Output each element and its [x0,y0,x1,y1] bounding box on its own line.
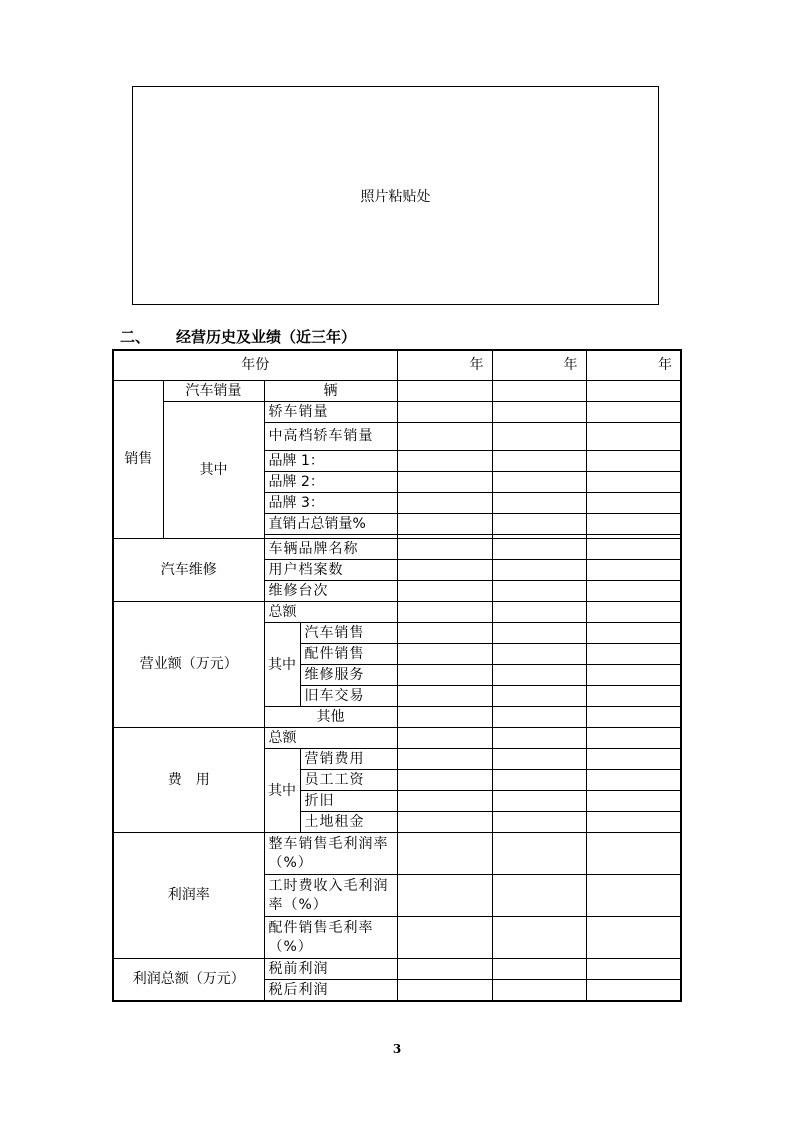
section-heading [120,326,356,347]
data-cell[interactable] [397,959,492,980]
sales-item-label: 品牌 2： [264,472,397,493]
data-cell[interactable] [492,728,586,749]
data-cell[interactable] [397,833,492,875]
table-row [113,381,681,402]
data-cell[interactable] [397,980,492,1002]
sales-group-label: 销售 [113,381,163,539]
expense-group-label: 费 用 [113,728,264,833]
revenue-total-label: 总额 [264,602,397,623]
data-cell[interactable] [492,959,586,980]
data-cell[interactable] [397,875,492,917]
data-cell[interactable] [492,560,586,581]
data-cell[interactable] [586,423,681,451]
data-cell[interactable] [397,451,492,472]
margin-item-label: 整车销售毛利润率（%） [264,833,397,875]
profit-group-label: 利润总额（万元） [113,959,264,1002]
data-cell[interactable] [397,472,492,493]
data-cell[interactable] [586,833,681,875]
data-cell[interactable] [492,770,586,791]
data-cell[interactable] [586,560,681,581]
section-title: 经营历史及业绩（近三年） [176,328,357,346]
data-cell[interactable] [586,980,681,1002]
data-cell[interactable] [492,749,586,770]
data-cell[interactable] [492,686,586,707]
table-row [113,402,681,423]
data-cell[interactable] [397,812,492,833]
repair-group-label: 汽车维修 [113,539,264,602]
data-cell[interactable] [397,665,492,686]
data-cell[interactable] [586,812,681,833]
year-label-cell: 年份 [113,350,397,381]
sales-item-label: 中高档轿车销量 [264,423,397,451]
table-row [113,539,681,560]
year-cell-3[interactable]: 年 [586,350,681,381]
sales-item-label: 品牌 3： [264,493,397,514]
data-cell[interactable] [586,875,681,917]
data-cell[interactable] [586,581,681,602]
page-number: 3 [392,1042,402,1056]
revenue-item-label: 旧车交易 [300,686,397,707]
data-cell[interactable] [586,707,681,728]
table-row [113,602,681,623]
data-cell[interactable] [586,539,681,560]
data-cell[interactable] [586,749,681,770]
sales-among-label: 其中 [163,402,264,539]
expense-item-label: 员工工资 [300,770,397,791]
business-history-table [112,349,682,1002]
data-cell[interactable] [586,381,681,402]
data-cell[interactable] [586,770,681,791]
data-cell[interactable] [492,493,586,514]
data-cell[interactable] [586,451,681,472]
margin-group-label: 利润率 [113,833,264,959]
table-row [113,833,681,875]
data-cell[interactable] [586,493,681,514]
car-sales-label: 汽车销量 [163,381,264,402]
data-cell[interactable] [492,514,586,535]
data-cell[interactable] [397,581,492,602]
revenue-among-label: 其中 [264,623,300,707]
sales-item-label: 品牌 1： [264,451,397,472]
data-cell[interactable] [492,644,586,665]
data-cell[interactable] [586,602,681,623]
data-cell[interactable] [492,917,586,959]
car-sales-unit: 辆 [264,381,397,402]
data-cell[interactable] [586,644,681,665]
data-cell[interactable] [586,472,681,493]
photo-placeholder-label: 照片粘贴处 [360,188,431,205]
repair-item-label: 维修台次 [264,581,397,602]
data-cell[interactable] [492,602,586,623]
data-cell[interactable] [586,728,681,749]
data-cell[interactable] [397,707,492,728]
profit-item-label: 税后利润 [264,980,397,1002]
data-cell[interactable] [397,423,492,451]
table-row [113,959,681,980]
data-cell[interactable] [586,623,681,644]
profit-item-label: 税前利润 [264,959,397,980]
data-cell[interactable] [586,686,681,707]
data-cell[interactable] [586,514,681,535]
data-cell[interactable] [397,686,492,707]
expense-item-label: 土地租金 [300,812,397,833]
data-cell[interactable] [492,623,586,644]
margin-item-label: 工时费收入毛利润率（%） [264,875,397,917]
expense-among-label: 其中 [264,749,300,833]
expense-item-label: 营销费用 [300,749,397,770]
data-cell[interactable] [397,728,492,749]
data-cell[interactable] [492,791,586,812]
data-cell[interactable] [397,791,492,812]
repair-item-label: 车辆品牌名称 [264,539,397,560]
data-cell[interactable] [492,581,586,602]
revenue-item-label: 汽车销售 [300,623,397,644]
data-cell[interactable] [397,514,492,535]
data-cell[interactable] [586,402,681,423]
year-cell-1[interactable]: 年 [397,350,492,381]
revenue-item-label: 配件销售 [300,644,397,665]
data-cell[interactable] [492,665,586,686]
data-cell[interactable] [397,644,492,665]
data-cell[interactable] [397,560,492,581]
data-cell[interactable] [397,381,492,402]
data-cell[interactable] [492,381,586,402]
data-cell[interactable] [397,493,492,514]
data-cell[interactable] [492,539,586,560]
sales-item-label: 轿车销量 [264,402,397,423]
data-cell[interactable] [586,917,681,959]
data-cell[interactable] [586,791,681,812]
data-cell[interactable] [397,770,492,791]
data-cell[interactable] [492,833,586,875]
data-cell[interactable] [586,665,681,686]
revenue-other-label: 其他 [264,707,397,728]
data-cell[interactable] [492,451,586,472]
table-header-row [113,350,681,381]
section-number: 二、 [120,328,151,346]
data-cell[interactable] [492,423,586,451]
revenue-item-label: 维修服务 [300,665,397,686]
data-cell[interactable] [586,959,681,980]
data-cell[interactable] [397,749,492,770]
photo-paste-area [132,86,659,305]
data-cell[interactable] [492,812,586,833]
revenue-group-label: 营业额（万元） [113,602,264,728]
table-row [113,728,681,749]
data-cell[interactable] [397,539,492,560]
year-cell-2[interactable]: 年 [492,350,586,381]
data-cell[interactable] [492,402,586,423]
data-cell[interactable] [397,602,492,623]
data-cell[interactable] [397,623,492,644]
margin-item-label: 配件销售毛利率（%） [264,917,397,959]
sales-item-label: 直销占总销量% [264,514,397,535]
data-cell[interactable] [397,917,492,959]
data-cell[interactable] [492,980,586,1002]
data-cell[interactable] [397,402,492,423]
data-cell[interactable] [492,875,586,917]
expense-item-label: 折旧 [300,791,397,812]
data-cell[interactable] [492,707,586,728]
data-cell[interactable] [492,472,586,493]
repair-item-label: 用户档案数 [264,560,397,581]
expense-total-label: 总额 [264,728,397,749]
